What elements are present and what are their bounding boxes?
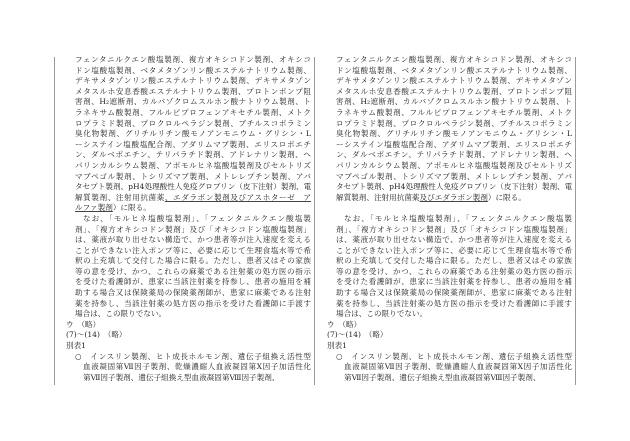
- new-text-column: [327, 55, 573, 383]
- text-segment: ロプラミド製剤、プロクロルペラジン製剤、ブチルスコポラミン: [75, 118, 311, 128]
- text-segment: 臭化物製剤、グリチルリチン酸モノアンモニウム・グリシン・L: [336, 129, 572, 139]
- text-line: [336, 235, 572, 246]
- text-segment: を受けた看護師が、患家に当該注射薬を持参し、患者の施用を補: [336, 277, 572, 287]
- text-segment: タセプト製剤、pH4処理酸性人免疫グロブリン（皮下注射）製剤、電: [336, 182, 573, 192]
- text-segment: ドン塩酸塩製剤、ベタメタゾンリン酸エステルナトリウム製剤、: [75, 65, 311, 75]
- text-line: [336, 150, 572, 161]
- amended-text: 及びエダラボン製剤: [419, 192, 488, 202]
- text-line: [66, 330, 311, 341]
- text-line: [336, 256, 572, 267]
- text-segment: 釈の上充填して交付した場合に限る。ただし、患者又はその家族: [75, 256, 311, 266]
- text-line: [75, 87, 311, 98]
- text-line: [75, 256, 311, 267]
- text-segment: (7)～(14) （略）: [327, 330, 388, 340]
- text-segment: デキサメタゾンリン酸エステルナトリウム製剤、デキサメタゾン: [336, 76, 572, 86]
- text-line: [336, 246, 572, 257]
- text-segment: 血液凝固第Ⅶ因子製剤、乾燥濃縮人血液凝固第Ⅹ因子加活性化: [344, 362, 572, 372]
- text-line: [336, 140, 572, 151]
- text-line: [75, 193, 311, 204]
- text-segment: 別表1: [66, 341, 87, 351]
- text-line: [336, 55, 572, 66]
- text-line: [336, 309, 572, 320]
- text-line: [336, 182, 572, 193]
- text-segment: 解質製剤、注射用抗菌薬: [336, 192, 420, 202]
- text-line: [336, 76, 572, 87]
- text-segment: 第Ⅶ因子製剤、遺伝子組換え型血液凝固第Ⅷ因子製剤、: [83, 372, 280, 382]
- text-segment: (7)～(14) （略）: [66, 330, 127, 340]
- text-segment: なお、「モルヒネ塩酸塩製剤」、「フェンタニルクエン酸塩製: [83, 213, 311, 223]
- text-line: [75, 172, 311, 183]
- text-segment: は、薬液が取り出せない構造で、かつ患者等が注入速度を変える: [75, 235, 311, 245]
- text-segment: 助する場合又は保険薬局の保険薬剤師が、患家に麻薬である注射: [336, 288, 572, 298]
- text-segment: 別表1: [327, 341, 348, 351]
- text-segment: パリンカルシウム製剤、アポモルヒネ塩酸塩製剤及びセルトリズ: [75, 160, 311, 170]
- text-line: [336, 203, 572, 214]
- text-segment: ドン塩酸塩製剤、ベタメタゾンリン酸エステルナトリウム製剤、: [336, 65, 572, 75]
- text-line: [75, 203, 311, 214]
- text-segment: 薬を持参し、当該注射薬の処方医の指示を受けた看護師に手渡す: [75, 298, 311, 308]
- text-line: [336, 225, 572, 236]
- text-segment: 剤」、「複方オキシコドン製剤」及び「オキシコドン塩酸塩製剤」: [75, 224, 311, 234]
- text-line: [75, 299, 311, 310]
- amended-text: 、エダラボン製剤及びアスホターゼ ア: [164, 192, 312, 202]
- text-line: [75, 150, 311, 161]
- text-segment: 害剤、H₂遮断剤、カルバゾクロムスルホン酸ナトリウム製剤、ト: [75, 97, 311, 107]
- text-line: [75, 182, 311, 193]
- text-line: [75, 277, 311, 288]
- text-segment: ラネキサム酸製剤、フルルビプロフェンアキセチル製剤、メトク: [336, 107, 572, 117]
- text-line: [336, 299, 572, 310]
- text-segment: ン、ダルベポエチン、テリパラチド製剤、アドレナリン製剤、ヘ: [75, 150, 311, 160]
- text-segment: 等の意を受け、かつ、これらの麻薬である注射薬の処方医の指示: [75, 266, 311, 276]
- text-line: [75, 225, 311, 236]
- text-segment: 臭化物製剤、グリチルリチン酸モノアンモニウム・グリシン・L: [75, 129, 311, 139]
- text-segment: タセプト製剤、pH4処理酸性人免疫グロブリン（皮下注射）製剤、電: [75, 182, 312, 192]
- text-line: [336, 352, 572, 363]
- text-line: [75, 267, 311, 278]
- text-line: [66, 320, 311, 331]
- text-line: [66, 341, 311, 352]
- text-line: [75, 373, 311, 384]
- text-segment: ことができない注入ポンプ等に、必要に応じて生理食塩水等で希: [336, 245, 572, 255]
- column-border-left: [54, 57, 55, 385]
- text-segment: ウ （略）: [66, 319, 101, 329]
- text-line: [336, 97, 572, 108]
- text-line: [336, 288, 572, 299]
- text-line: [327, 320, 572, 331]
- text-line: [75, 129, 311, 140]
- old-text-column: [66, 55, 312, 383]
- text-line: [327, 330, 572, 341]
- text-line: [75, 352, 311, 363]
- amended-text: ルファ製剤: [75, 203, 113, 213]
- text-line: [336, 87, 572, 98]
- text-segment: を受けた看護師が、患家に当該注射薬を持参し、患者の施用を補: [75, 277, 311, 287]
- text-segment: は、薬液が取り出せない構造で、かつ患者等が注入速度を変える: [336, 235, 572, 245]
- text-segment: ）に限る。: [487, 192, 526, 202]
- text-line: [336, 129, 572, 140]
- text-segment: ーシステイン塩酸塩配合剤、アダリムマブ製剤、エリスロポエチ: [75, 139, 311, 149]
- column-border-middle: [314, 57, 315, 385]
- text-line: [75, 97, 311, 108]
- text-line: [75, 161, 311, 172]
- text-segment: ン、ダルベポエチン、テリパラチド製剤、アドレナリン製剤、ヘ: [336, 150, 572, 160]
- text-line: [336, 362, 572, 373]
- text-line: [336, 66, 572, 77]
- text-segment: ○ インスリン製剤、ヒト成長ホルモン剤、遺伝子組換え活性型: [75, 351, 311, 361]
- text-line: [75, 76, 311, 87]
- text-segment: 場合は、この限りでない。: [336, 309, 428, 319]
- text-segment: ことができない注入ポンプ等に、必要に応じて生理食塩水等で希: [75, 245, 311, 255]
- text-line: [336, 119, 572, 130]
- text-segment: なお、「モルヒネ塩酸塩製剤」、「フェンタニルクエン酸塩製: [344, 213, 572, 223]
- text-segment: 害剤、H₂遮断剤、カルバゾクロムスルホン酸ナトリウム製剤、ト: [336, 97, 572, 107]
- text-segment: デキサメタゾンリン酸エステルナトリウム製剤、デキサメタゾン: [75, 76, 311, 86]
- text-line: [336, 193, 572, 204]
- text-segment: マブペゴル製剤、トシリズマブ製剤、メトレレプチン製剤、アバ: [75, 171, 311, 181]
- text-line: [75, 309, 311, 320]
- text-line: [75, 108, 311, 119]
- text-line: [75, 119, 311, 130]
- text-line: [75, 235, 311, 246]
- text-segment: 剤」、「複方オキシコドン製剤」及び「オキシコドン塩酸塩製剤」: [336, 224, 572, 234]
- text-segment: パリンカルシウム製剤、アポモルヒネ塩酸塩製剤及びセルトリズ: [336, 160, 572, 170]
- text-line: [75, 214, 311, 225]
- text-segment: ーシステイン塩酸塩配合剤、アダリムマブ製剤、エリスロポエチ: [336, 139, 572, 149]
- text-segment: フェンタニルクエン酸塩製剤、複方オキシコドン製剤、オキシコ: [336, 55, 572, 64]
- text-segment: 解質製剤、注射用抗菌薬: [75, 192, 165, 202]
- text-segment: マブペゴル製剤、トシリズマブ製剤、メトレレプチン製剤、アバ: [336, 171, 572, 181]
- text-segment: 等の意を受け、かつ、これらの麻薬である注射薬の処方医の指示: [336, 266, 572, 276]
- text-segment: 血液凝固第Ⅶ因子製剤、乾燥濃縮人血液凝固第Ⅹ因子加活性化: [83, 362, 311, 372]
- text-segment: 第Ⅶ因子製剤、遺伝子組換え型血液凝固第Ⅷ因子製剤、: [344, 372, 541, 382]
- text-segment: ○ インスリン製剤、ヒト成長ホルモン剤、遺伝子組換え活性型: [336, 351, 572, 361]
- text-line: [327, 341, 572, 352]
- column-border-right: [575, 57, 576, 385]
- text-line: [336, 267, 572, 278]
- text-segment: ）に限る。: [112, 203, 151, 213]
- text-line: [336, 277, 572, 288]
- text-line: [75, 55, 311, 66]
- text-segment: ロプラミド製剤、プロクロルペラジン製剤、ブチルスコポラミン: [336, 118, 572, 128]
- text-line: [336, 172, 572, 183]
- text-line: [75, 362, 311, 373]
- text-segment: メタスルホ安息香酸エステルナトリウム製剤、プロトンポンプ阻: [336, 86, 572, 96]
- text-line: [336, 373, 572, 384]
- text-line: [336, 161, 572, 172]
- text-line: [336, 214, 572, 225]
- text-segment: 助する場合又は保険薬局の保険薬剤師が、患家に麻薬である注射: [75, 288, 311, 298]
- text-line: [336, 108, 572, 119]
- text-segment: ウ （略）: [327, 319, 362, 329]
- text-segment: 場合は、この限りでない。: [75, 309, 167, 319]
- text-line: [75, 288, 311, 299]
- text-segment: 薬を持参し、当該注射薬の処方医の指示を受けた看護師に手渡す: [336, 298, 572, 308]
- text-line: [75, 246, 311, 257]
- text-segment: メタスルホ安息香酸エステルナトリウム製剤、プロトンポンプ阻: [75, 86, 311, 96]
- text-line: [75, 140, 311, 151]
- text-segment: ラネキサム酸製剤、フルルビプロフェンアキセチル製剤、メトク: [75, 107, 311, 117]
- text-segment: フェンタニルクエン酸塩製剤、複方オキシコドン製剤、オキシコ: [75, 55, 311, 64]
- text-segment: 釈の上充填して交付した場合に限る。ただし、患者又はその家族: [336, 256, 572, 266]
- text-line: [75, 66, 311, 77]
